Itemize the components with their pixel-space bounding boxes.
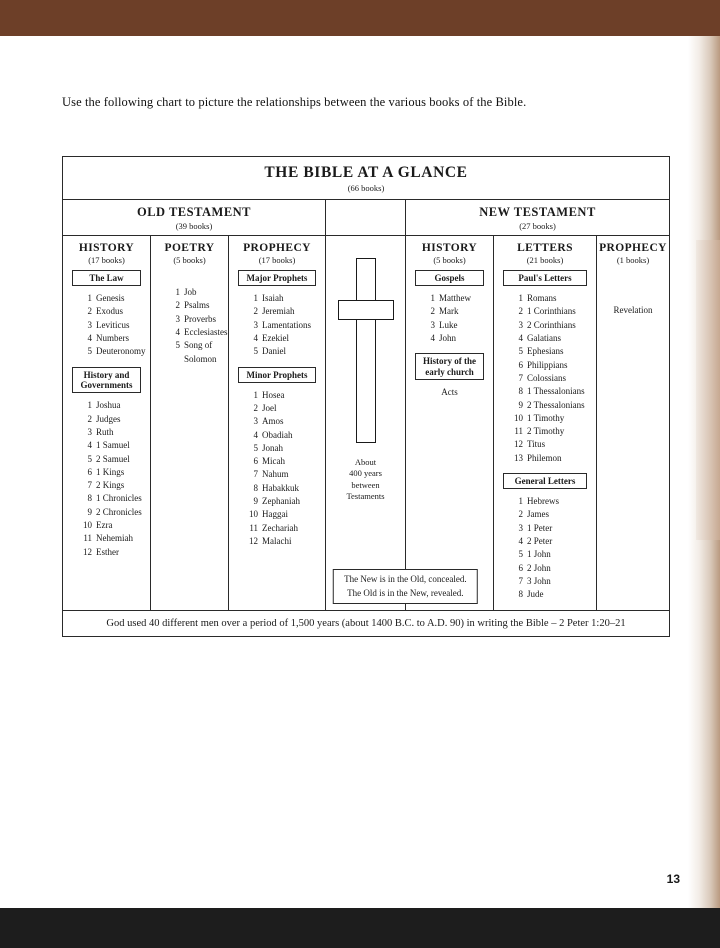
ot-prophecy-group2-list bbox=[229, 389, 325, 549]
list-item: 5 Song of Solomon bbox=[167, 339, 228, 366]
book-name: Daniel bbox=[262, 346, 286, 357]
ot-prophecy-title: PROPHECY bbox=[243, 242, 311, 254]
book-name: Jonah bbox=[262, 442, 283, 453]
list-item: 6 2 John bbox=[510, 562, 596, 575]
list-item: 2 Judges bbox=[79, 413, 150, 426]
list-item: 9 2 Chronicles bbox=[79, 506, 150, 519]
nt-history-count: (5 books) bbox=[433, 255, 466, 265]
testament-gap-cell bbox=[326, 200, 406, 235]
ot-prophecy-count: (17 books) bbox=[258, 255, 296, 265]
ot-history-title: HISTORY bbox=[78, 242, 135, 254]
book-name: Titus bbox=[527, 439, 546, 450]
book-name: 1 Samuel bbox=[96, 440, 130, 451]
ot-history-group2-list bbox=[63, 399, 150, 559]
book-name: Judges bbox=[96, 413, 121, 424]
list-item: 9 Zephaniah bbox=[245, 495, 325, 508]
ot-history-group1-list bbox=[63, 292, 150, 359]
nt-history-group1-label: Gospels bbox=[415, 270, 484, 286]
book-name: Job bbox=[184, 287, 197, 297]
chart-title bbox=[63, 157, 669, 200]
book-name: 2 Thessalonians bbox=[527, 399, 585, 410]
book-name: 2 Chronicles bbox=[96, 506, 142, 517]
list-item: 9 2 Thessalonians bbox=[510, 399, 596, 412]
list-item: 1 Job bbox=[167, 286, 228, 299]
new-testament-label: NEW TESTAMENT bbox=[479, 205, 596, 219]
ot-prophecy-group1-list bbox=[229, 292, 325, 359]
book-name: 2 Peter bbox=[527, 536, 553, 546]
ot-poetry-title: POETRY bbox=[164, 242, 215, 254]
column-nt-letters bbox=[494, 236, 597, 610]
nt-prophecy-title: PROPHECY bbox=[599, 242, 667, 254]
chart-footer: God used 40 different men over a period of 1,500 years (about 1400 B.C. to A.D. 90) in writing the Bible – 2 Peter 1:20–21 bbox=[63, 610, 669, 636]
list-item: 3 Leviticus bbox=[79, 319, 150, 332]
book-name: 2 Corinthians bbox=[527, 319, 576, 330]
book-name: Psalms bbox=[184, 300, 210, 311]
ot-poetry-list bbox=[151, 286, 228, 366]
book-name: 2 Samuel bbox=[96, 453, 130, 464]
book-name: Philemon bbox=[527, 452, 562, 463]
nt-letters-group1-label: Paul's Letters bbox=[503, 270, 587, 286]
book-name: Micah bbox=[262, 456, 285, 467]
book-name: Haggai bbox=[262, 509, 288, 520]
list-item: 4 1 Samuel bbox=[79, 439, 150, 452]
list-item: 1 Isaiah bbox=[245, 292, 325, 305]
list-item: 7 Nahum bbox=[245, 468, 325, 481]
nt-letters-title: LETTERS bbox=[517, 242, 573, 254]
book-name: Habakkuk bbox=[262, 482, 299, 493]
book-name: Proverbs bbox=[184, 313, 216, 324]
nt-history-title: HISTORY bbox=[421, 242, 478, 254]
book-name: Ruth bbox=[96, 426, 114, 437]
list-item: 7 Colossians bbox=[510, 372, 596, 385]
nt-letters-group2-label: General Letters bbox=[503, 473, 587, 489]
column-ot-poetry bbox=[151, 236, 229, 610]
between-testaments-note bbox=[326, 457, 405, 503]
cross-icon bbox=[338, 258, 394, 443]
column-between-testaments bbox=[326, 236, 406, 610]
list-item: 10 Ezra bbox=[79, 519, 150, 532]
book-name: Malachi bbox=[262, 536, 292, 546]
book-name: Ezra bbox=[96, 520, 113, 531]
list-item: 4 Ezekiel bbox=[245, 332, 325, 345]
ot-poetry-heading bbox=[151, 236, 228, 270]
book-name: John bbox=[439, 332, 457, 343]
list-item: 2 Joel bbox=[245, 402, 325, 415]
new-testament-header bbox=[406, 200, 669, 235]
list-item: 11 Zechariah bbox=[245, 522, 325, 535]
list-item: 5 Daniel bbox=[245, 345, 325, 358]
book-name: Galatians bbox=[527, 332, 561, 343]
book-name: Romans bbox=[527, 293, 557, 303]
book-name: Numbers bbox=[96, 332, 129, 343]
book-name: Ephesians bbox=[527, 346, 564, 357]
list-item: 1 Matthew bbox=[422, 292, 493, 305]
list-item: 10 Haggai bbox=[245, 508, 325, 521]
book-name: Leviticus bbox=[96, 319, 130, 330]
new-testament-count: (27 books) bbox=[519, 221, 556, 231]
page-top-border bbox=[0, 0, 720, 36]
list-item: 3 Proverbs bbox=[167, 313, 228, 326]
nt-letters-group1-list bbox=[494, 292, 596, 465]
nt-letters-heading bbox=[494, 236, 596, 270]
book-name: 1 Thessalonians bbox=[527, 386, 585, 397]
book-name: Ecclesiastes bbox=[184, 326, 228, 337]
between-line-4: Testaments bbox=[346, 491, 385, 502]
list-item: 3 1 Peter bbox=[510, 522, 596, 535]
book-name: Esther bbox=[96, 546, 119, 557]
book-name: Nehemiah bbox=[96, 533, 133, 544]
list-item: 5 1 John bbox=[510, 548, 596, 561]
list-item: 11 Nehemiah bbox=[79, 532, 150, 545]
book-name: 1 John bbox=[527, 549, 551, 560]
book-name: Amos bbox=[262, 416, 284, 427]
old-testament-count: (39 books) bbox=[175, 221, 213, 231]
list-item: 4 John bbox=[422, 332, 493, 345]
nt-history-heading bbox=[406, 236, 493, 270]
book-name: Joel bbox=[262, 402, 277, 413]
book-name: 2 John bbox=[527, 562, 551, 573]
list-item: 11 2 Timothy bbox=[510, 425, 596, 438]
column-nt-prophecy bbox=[597, 236, 669, 610]
list-item: 4 Ecclesiastes bbox=[167, 326, 228, 339]
list-item: 1 Romans bbox=[510, 292, 596, 305]
column-nt-history bbox=[406, 236, 494, 610]
chart-columns-wrapper bbox=[63, 236, 669, 610]
book-name: Hebrews bbox=[527, 496, 559, 507]
nt-history-group2-label: History of the early church bbox=[415, 353, 484, 380]
book-name: Exodus bbox=[96, 306, 123, 317]
book-name: Mark bbox=[439, 306, 459, 317]
book-name: Genesis bbox=[96, 293, 125, 303]
book-name: James bbox=[527, 509, 549, 520]
list-item: 5 Ephesians bbox=[510, 345, 596, 358]
nt-prophecy-count: (1 books) bbox=[616, 255, 650, 265]
note-box-inner bbox=[333, 569, 477, 603]
book-name: Matthew bbox=[439, 293, 471, 303]
book-name: 1 Chronicles bbox=[96, 493, 142, 504]
intro-text: Use the following chart to picture the relationships between the various books of the Bible. bbox=[62, 95, 527, 109]
book-name: 1 Corinthians bbox=[527, 306, 576, 317]
ot-prophecy-group1-label: Major Prophets bbox=[238, 270, 316, 286]
list-item: 5 2 Samuel bbox=[79, 453, 150, 466]
note-box bbox=[333, 569, 477, 603]
list-item: 10 1 Timothy bbox=[510, 412, 596, 425]
book-name: Lamentations bbox=[262, 319, 311, 330]
list-item: 7 2 Kings bbox=[79, 479, 150, 492]
book-name: 1 Kings bbox=[96, 466, 125, 477]
note-line-2: The Old is in the New, revealed. bbox=[347, 587, 464, 598]
list-item: 4 Obadiah bbox=[245, 429, 325, 442]
list-item: 2 Jeremiah bbox=[245, 305, 325, 318]
between-line-2: 400 years bbox=[349, 468, 382, 479]
ot-poetry-count: (5 books) bbox=[173, 255, 206, 265]
list-item: 1 Joshua bbox=[79, 399, 150, 412]
book-name: Jeremiah bbox=[262, 306, 295, 317]
book-name: 1 Timothy bbox=[527, 412, 565, 423]
list-item: 3 Amos bbox=[245, 415, 325, 428]
list-item: 4 Galatians bbox=[510, 332, 596, 345]
list-item: 6 1 Kings bbox=[79, 466, 150, 479]
list-item: 8 Jude bbox=[510, 588, 596, 601]
ot-history-group2-label: History and Governments bbox=[72, 367, 141, 394]
list-item: 2 Mark bbox=[422, 305, 493, 318]
page-right-edge-shadow bbox=[696, 240, 720, 540]
nt-history-group1-list bbox=[406, 292, 493, 345]
nt-history-group2-text: Acts bbox=[441, 386, 458, 397]
page-bottom-border bbox=[0, 908, 720, 948]
list-item: 4 2 Peter bbox=[510, 535, 596, 548]
list-item: 2 1 Corinthians bbox=[510, 305, 596, 318]
list-item: 8 Habakkuk bbox=[245, 482, 325, 495]
old-testament-header bbox=[63, 200, 326, 235]
list-item: 8 1 Thessalonians bbox=[510, 385, 596, 398]
testament-header-row bbox=[63, 200, 669, 236]
book-name: 2 Kings bbox=[96, 480, 125, 491]
list-item: 2 Psalms bbox=[167, 299, 228, 312]
book-name: 3 John bbox=[527, 575, 551, 586]
book-name: Joshua bbox=[96, 400, 121, 411]
cross-vertical bbox=[356, 258, 376, 443]
nt-letters-count: (21 books) bbox=[526, 255, 564, 265]
nt-letters-group2-list bbox=[494, 495, 596, 602]
book-name: Isaiah bbox=[262, 293, 284, 303]
book-name: Ezekiel bbox=[262, 332, 289, 343]
list-item: 7 3 John bbox=[510, 575, 596, 588]
book-name: Nahum bbox=[262, 469, 289, 480]
nt-prophecy-heading bbox=[597, 236, 669, 270]
list-item: 3 Lamentations bbox=[245, 319, 325, 332]
list-item: 3 Ruth bbox=[79, 426, 150, 439]
book-name: Luke bbox=[439, 319, 458, 330]
list-item: 6 Philippians bbox=[510, 359, 596, 372]
list-item: 2 James bbox=[510, 508, 596, 521]
ot-history-count: (17 books) bbox=[88, 255, 125, 265]
list-item: 1 Genesis bbox=[79, 292, 150, 305]
old-testament-label: OLD TESTAMENT bbox=[136, 205, 252, 219]
chart-columns bbox=[63, 236, 669, 610]
list-item: 3 Luke bbox=[422, 319, 493, 332]
book-name: 1 Peter bbox=[527, 522, 553, 533]
list-item: 3 2 Corinthians bbox=[510, 319, 596, 332]
book-name: Obadiah bbox=[262, 429, 293, 440]
list-item: 5 Deuteronomy bbox=[79, 345, 150, 358]
note-line-1: The New is in the Old, concealed. bbox=[344, 574, 467, 585]
list-item: 12 Titus bbox=[510, 438, 596, 451]
list-item: 12 Malachi bbox=[245, 535, 325, 548]
book-name: 2 Timothy bbox=[527, 426, 565, 437]
book-name: Zephaniah bbox=[262, 496, 300, 507]
column-ot-prophecy bbox=[229, 236, 326, 610]
book-name: Deuteronomy bbox=[96, 346, 146, 357]
list-item: 1 Hosea bbox=[245, 389, 325, 402]
list-item: 2 Exodus bbox=[79, 305, 150, 318]
chart-title-subtitle: (66 books) bbox=[347, 183, 385, 193]
between-line-3: between bbox=[351, 479, 380, 490]
ot-prophecy-group2-label: Minor Prophets bbox=[238, 367, 316, 383]
list-item: 8 1 Chronicles bbox=[79, 492, 150, 505]
chart-title-text: THE BIBLE AT A GLANCE bbox=[264, 164, 468, 181]
book-name: Colossians bbox=[527, 372, 567, 383]
book-name: Song of Solomon bbox=[184, 340, 217, 364]
between-line-1: About bbox=[354, 457, 377, 467]
page-number: 13 bbox=[666, 872, 680, 886]
nt-prophecy-book: Revelation bbox=[613, 305, 653, 315]
book-name: Philippians bbox=[527, 359, 568, 370]
list-item: 6 Micah bbox=[245, 455, 325, 468]
column-ot-history bbox=[63, 236, 151, 610]
list-item: 1 Hebrews bbox=[510, 495, 596, 508]
cross-joint bbox=[357, 302, 374, 319]
book-name: Hosea bbox=[262, 389, 285, 400]
book-name: Jude bbox=[527, 589, 544, 600]
ot-history-heading bbox=[63, 236, 150, 270]
ot-prophecy-heading bbox=[229, 236, 325, 270]
list-item: 13 Philemon bbox=[510, 452, 596, 465]
list-item: 5 Jonah bbox=[245, 442, 325, 455]
list-item: 4 Numbers bbox=[79, 332, 150, 345]
list-item: 12 Esther bbox=[79, 546, 150, 559]
ot-history-group1-label: The Law bbox=[72, 270, 141, 286]
book-name: Zechariah bbox=[262, 522, 298, 533]
bible-at-a-glance-chart bbox=[62, 156, 670, 637]
